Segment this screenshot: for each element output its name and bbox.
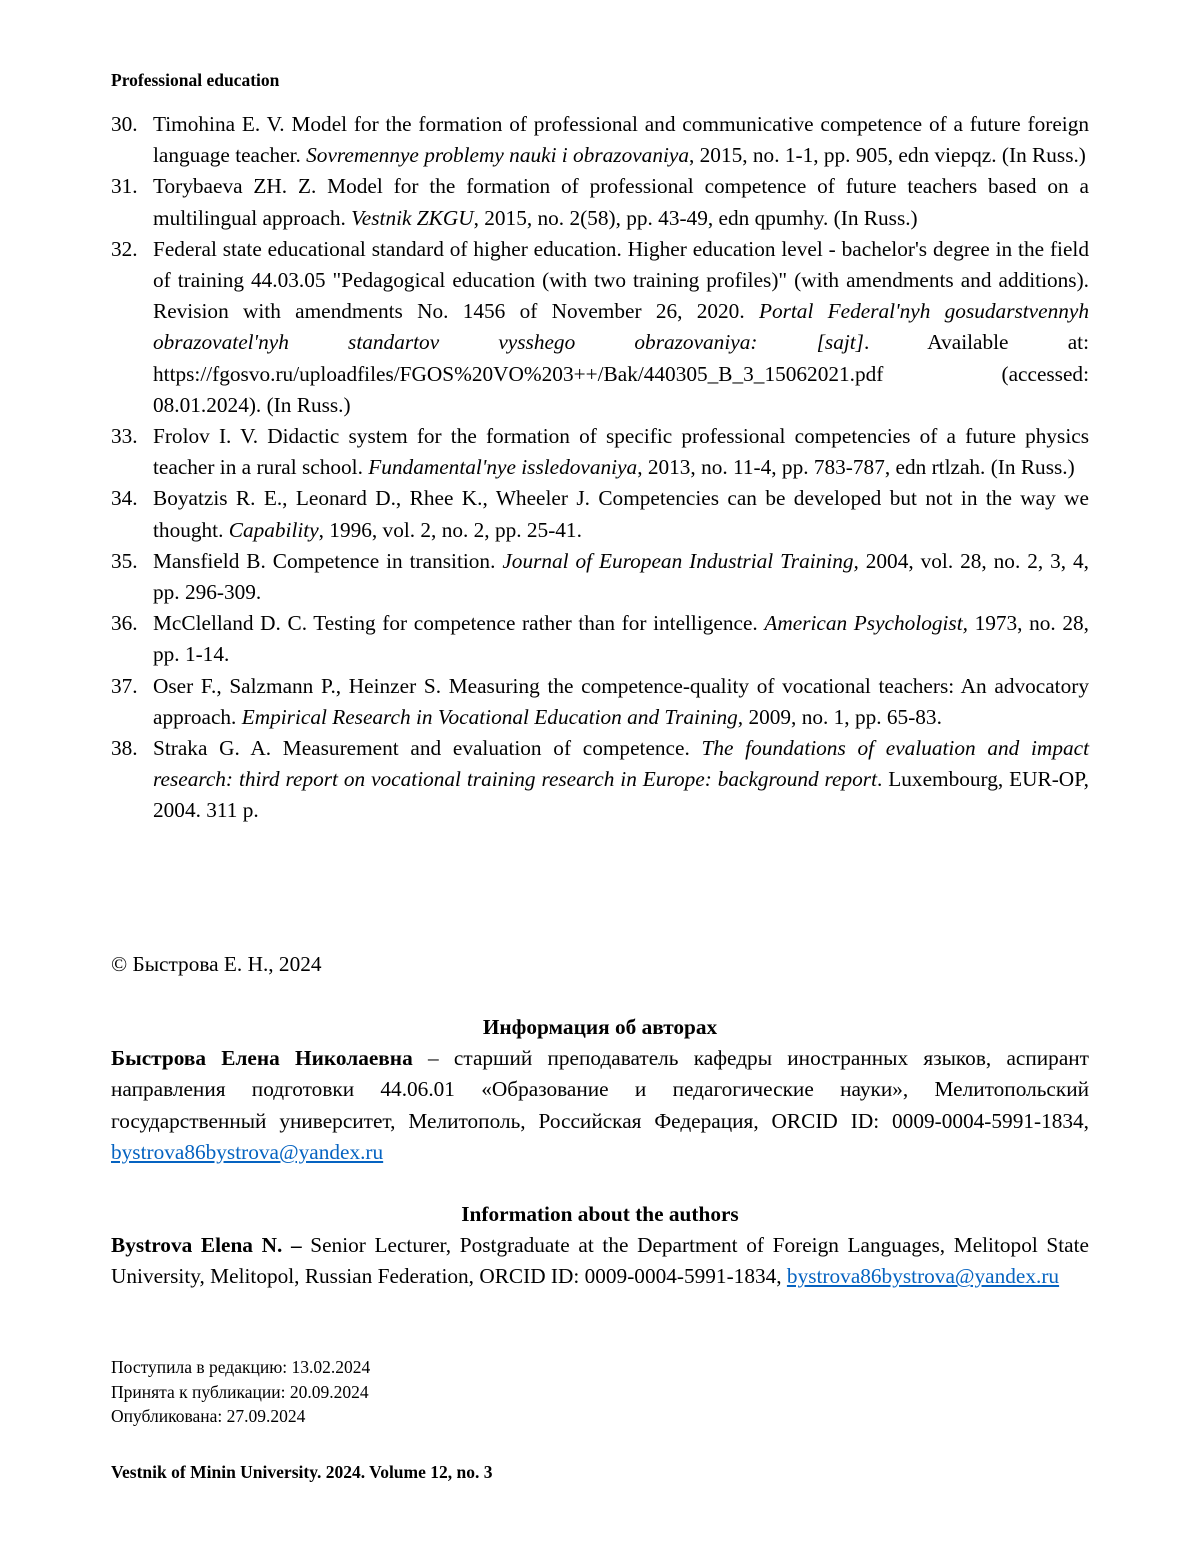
author-name-en: Bystrova Elena N. –	[111, 1233, 302, 1257]
reference-item	[111, 671, 1089, 733]
running-header: Professional education	[111, 70, 279, 91]
published-date: Опубликована: 27.09.2024	[111, 1404, 370, 1429]
author-email-link-en[interactable]: bystrova86bystrova@yandex.ru	[787, 1264, 1059, 1288]
publication-dates	[111, 1355, 370, 1429]
reference-number: 30.	[111, 109, 138, 140]
reference-number: 38.	[111, 733, 138, 764]
reference-item	[111, 109, 1089, 171]
author-info-ru-heading: Информация об авторах	[111, 1012, 1089, 1043]
reference-details: , 2015, no. 2(58), pp. 43-49, edn qpumhy. (In Russ.)	[474, 206, 918, 230]
reference-authors-title: Boyatzis R. E., Leonard D., Rhee K., Wheeler J. Competencies can be developed but not in the way we thought.	[153, 486, 1089, 541]
reference-item	[111, 234, 1089, 421]
reference-source: Fundamental'nye issledovaniya	[368, 455, 637, 479]
reference-source: Journal of European Industrial Training,	[502, 549, 858, 573]
reference-authors-title: Straka G. A. Measurement and evaluation of competence.	[153, 736, 702, 760]
reference-details: , 1996, vol. 2, no. 2, pp. 25-41.	[319, 518, 582, 542]
reference-authors-title: McClelland D. C. Testing for competence rather than for intelligence.	[153, 611, 764, 635]
reference-source: Empirical Research in Vocational Education and Training,	[242, 705, 743, 729]
reference-details: . Available at: https://fgosvo.ru/uploadfiles/FGOS%20VO%203++/Bak/440305_B_3_15062021.pdf (accessed: 08.01.2024). (In Russ.)	[153, 330, 1089, 416]
reference-source: American Psychologist,	[764, 611, 968, 635]
reference-details: 2004, vol. 28, no. 2, 3, 4, pp. 296-309.	[153, 549, 1089, 604]
reference-authors-title: Frolov I. V. Didactic system for the formation of specific professional competencies of a future physics teacher in a rural school.	[153, 424, 1089, 479]
copyright: © Быстрова Е. Н., 2024	[111, 949, 322, 980]
reference-number: 32.	[111, 234, 138, 265]
reference-number: 35.	[111, 546, 138, 577]
reference-source: The foundations of evaluation and impact research: third report on vocational training research in Europe: background report	[153, 736, 1089, 791]
author-info-ru	[111, 1012, 1089, 1168]
reference-details: . Luxembourg, EUR-OP, 2004. 311 p.	[153, 767, 1089, 822]
reference-authors-title: Mansfield B. Competence in transition.	[153, 549, 502, 573]
author-email-link-ru[interactable]: bystrova86bystrova@yandex.ru	[111, 1140, 383, 1164]
author-info-en	[111, 1199, 1089, 1293]
received-date: Поступила в редакцию: 13.02.2024	[111, 1355, 370, 1380]
reference-item	[111, 608, 1089, 670]
reference-number: 34.	[111, 483, 138, 514]
reference-item	[111, 733, 1089, 827]
author-info-ru-body	[111, 1043, 1089, 1168]
reference-number: 33.	[111, 421, 138, 452]
author-desc-ru: – старший преподаватель кафедры иностранных языков, аспирант направления подготовки 44.06.01 «Образование и педагогические науки», Мелитопольский государственный университет, Мелитополь, Российская Федерация, ORCID ID: 0009-0004-5991-1834,	[111, 1046, 1089, 1132]
journal-footer: Vestnik of Minin University. 2024. Volume 12, no. 3	[111, 1462, 493, 1483]
author-name-ru: Быстрова Елена Николаевна	[111, 1046, 413, 1070]
reference-number: 31.	[111, 171, 138, 202]
reference-number: 37.	[111, 671, 138, 702]
reference-source: Vestnik ZKGU	[351, 206, 473, 230]
author-info-en-body	[111, 1230, 1089, 1292]
reference-source: Portal Federal'nyh gosudarstvennyh obrazovatel'nyh standartov vysshego obrazovaniya: [sajt]	[153, 299, 1089, 354]
reference-list	[111, 109, 1089, 827]
author-desc-en: Senior Lecturer, Postgraduate at the Department of Foreign Languages, Melitopol State University, Melitopol, Russian Federation, ORCID ID: 0009-0004-5991-1834,	[111, 1233, 1089, 1288]
reference-item	[111, 483, 1089, 545]
reference-source: Capability	[229, 518, 319, 542]
author-info-en-heading: Information about the authors	[111, 1199, 1089, 1230]
reference-authors-title: Federal state educational standard of higher education. Higher education level - bachelor's degree in the field of training 44.03.05 "Pedagogical education (with two training profiles)" (with amendments and additions). Revision with amendments No. 1456 of November 26, 2020.	[153, 237, 1089, 323]
reference-item	[111, 171, 1089, 233]
reference-details: , 2015, no. 1-1, pp. 905, edn viepqz. (In Russ.)	[689, 143, 1086, 167]
reference-details: 2009, no. 1, pp. 65-83.	[743, 705, 942, 729]
reference-authors-title: Oser F., Salzmann P., Heinzer S. Measuring the competence-quality of vocational teachers: An advocatory approach.	[153, 674, 1089, 729]
reference-authors-title: Timohina E. V. Model for the formation of professional and communicative competence of a future foreign language teacher.	[153, 112, 1089, 167]
reference-details: , 2013, no. 11-4, pp. 783-787, edn rtlzah. (In Russ.)	[637, 455, 1075, 479]
reference-source: Sovremennye problemy nauki i obrazovaniya	[306, 143, 689, 167]
reference-item	[111, 546, 1089, 608]
reference-authors-title: Torybaeva ZH. Z. Model for the formation of professional competence of future teachers based on a multilingual approach.	[153, 174, 1089, 229]
reference-number: 36.	[111, 608, 138, 639]
reference-item	[111, 421, 1089, 483]
accepted-date: Принята к публикации: 20.09.2024	[111, 1380, 370, 1405]
reference-details: 1973, no. 28, pp. 1-14.	[153, 611, 1089, 666]
